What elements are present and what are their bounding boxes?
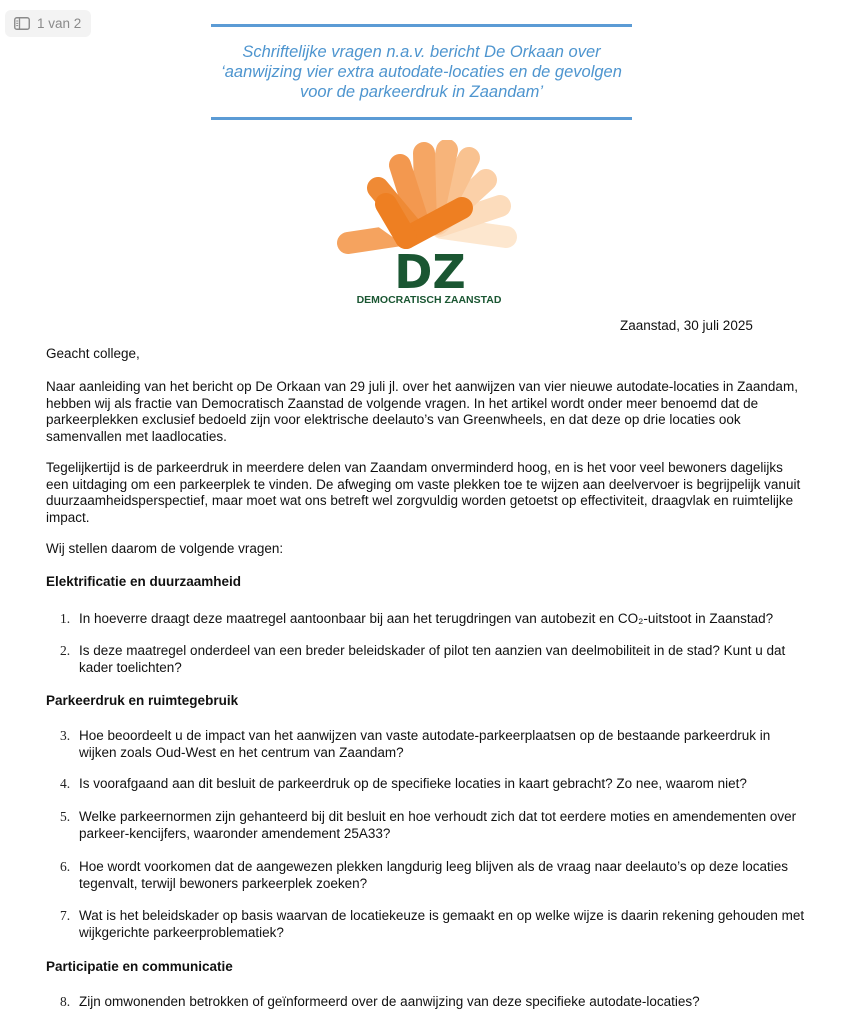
question-text: Is voorafgaand aan dit besluit de parkeerdruk op de specifieke locaties in kaart gebracht? Zo nee, waarom niet?: [79, 776, 747, 791]
sidebar-icon: [14, 17, 30, 30]
question-text: Hoe beoordeelt u de impact van het aanwijzen van vaste autodate-parkeerplaatsen op de bestaande parkeerdruk in wijken zoals Oud-West en het centrum van Zaandam?: [79, 728, 771, 760]
intro-paragraph: Naar aanleiding van het bericht op De Orkaan van 29 juli jl. over het aanwijzen van vier nieuwe autodate-locaties in Zaandam, hebben wij als fractie van Democratisch Zaanstad de volgende vragen. In het artikel wordt onder meer benoemd dat de parkeerplekken exclusief bedoeld zijn voor elektrische deelauto’s van Greenwheels, en dat deze op drie locaties ook samenvallen met laadlocaties.: [46, 379, 798, 444]
question-number: 4.: [60, 776, 71, 791]
question-text: Wat is het beleidskader op basis waarvan de locatiekeuze is gemaakt en op welke wijze is daarin rekening gehouden met wijkgerichte parkeerproblematiek?: [79, 908, 805, 940]
page-indicator[interactable]: [5, 10, 91, 37]
question-text: Hoe wordt voorkomen dat de aangewezen plekken langdurig leeg blijven als de vraag naar deelauto’s op deze locaties tegenvalt, terwijl bewoners parkeerplek zoeken?: [79, 859, 788, 891]
logo-letters: DZ: [394, 245, 466, 299]
logo-org-name: DEMOCRATISCH ZAANSTAD: [356, 294, 502, 306]
party-logo: [334, 140, 524, 308]
question-number: 8.: [60, 994, 71, 1009]
title-line-3: voor de parkeerdruk in Zaandam’: [299, 83, 544, 101]
question-item: [60, 994, 805, 1011]
question-text: Welke parkeernormen zijn gehanteerd bij dit besluit en hoe verhoudt zich dat tot eerdere moties en amendementen over parkeer-kencijfers, waaronder amendement 25A33?: [79, 809, 797, 841]
question-number: 7.: [60, 908, 71, 923]
question-number: 6.: [60, 859, 71, 874]
questions-intro: Wij stellen daarom de volgende vragen:: [46, 541, 284, 556]
question-number: 3.: [60, 728, 71, 743]
title-line-2: ‘aanwijzing vier extra autodate-locaties en de gevolgen: [221, 63, 622, 81]
section-heading-electrification: Elektrificatie en duurzaamheid: [46, 574, 242, 589]
question-item: [60, 728, 805, 761]
question-item: [60, 809, 805, 842]
section-heading-participation: Participatie en communicatie: [46, 959, 233, 974]
party-logo-graphic: [334, 140, 524, 308]
question-number: 5.: [60, 809, 71, 824]
context-paragraph: Tegelijkertijd is de parkeerdruk in meerdere delen van Zaandam onverminderd hoog, en is het voor veel bewoners dagelijks een uitdaging om een parkeerplek te vinden. De afweging om vaste plekken toe te wijzen aan deelvervoer is begrijpelijk vanuit duurzaamheidsperspectief, maar moet wat ons betreft wel zorgvuldig worden getoetst op effectiviteit, draagvlak en ruimtelijke impact.: [46, 460, 801, 525]
letter-date: Zaanstad, 30 juli 2025: [620, 318, 753, 333]
question-item: [60, 908, 805, 941]
question-item: [60, 776, 805, 793]
question-text: Zijn omwonenden betrokken of geïnformeerd over de aanwijzing van deze specifieke autodate-locaties?: [79, 994, 700, 1009]
document-title: [211, 24, 632, 120]
question-text: In hoeverre draagt deze maatregel aantoonbaar bij aan het terugdringen van autobezit en CO₂-uitstoot in Zaanstad?: [79, 611, 774, 626]
question-item: [60, 643, 805, 676]
page-indicator-label: 1 van 2: [37, 16, 82, 31]
section-heading-parking: Parkeerdruk en ruimtegebruik: [46, 693, 239, 708]
salutation: Geacht college,: [46, 346, 140, 361]
question-item: [60, 611, 805, 628]
title-line-1: Schriftelijke vragen n.a.v. bericht De Orkaan over: [242, 43, 601, 61]
question-number: 2.: [60, 643, 71, 658]
question-number: 1.: [60, 611, 71, 626]
question-item: [60, 859, 805, 892]
question-text: Is deze maatregel onderdeel van een breder beleidskader of pilot ten aanzien van deelmobiliteit in de stad? Kunt u dat kader toelichten?: [79, 643, 786, 675]
